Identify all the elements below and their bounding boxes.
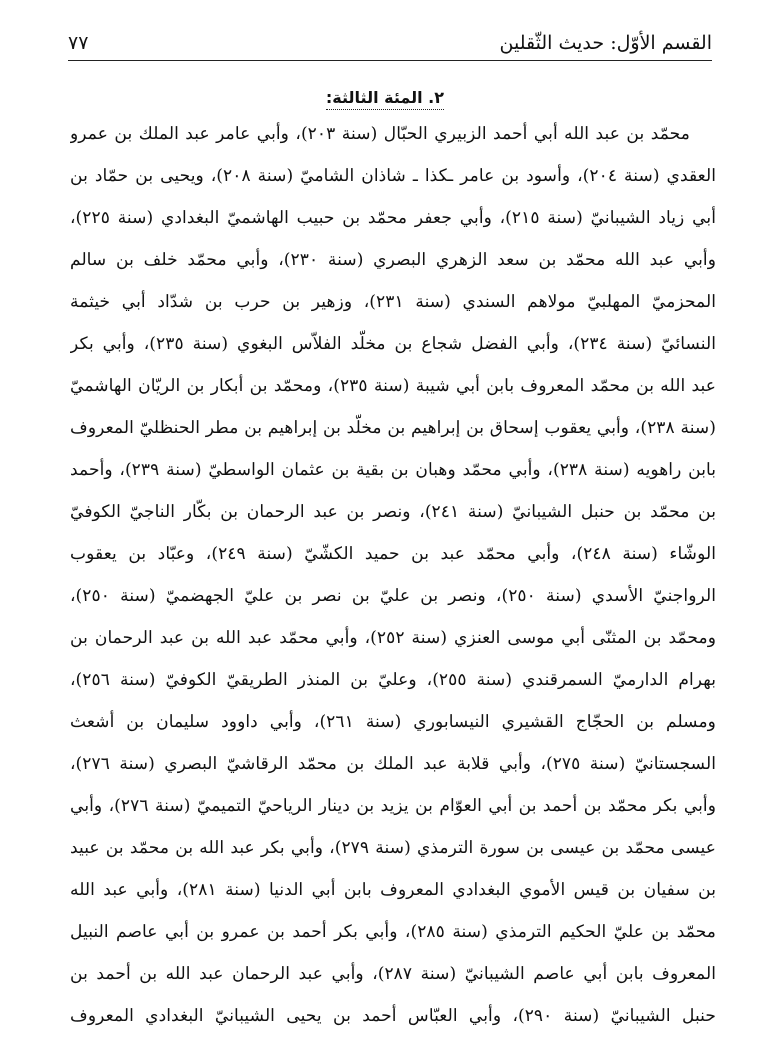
text-line: الوشّاء (سنة ٢٤٨)، وأبي محمّد عبد بن حميد الكشّيّ (سنة ٢٤٩)، وعبّاد بن يعقوب bbox=[70, 544, 716, 564]
text-line: العقدي (سنة ٢٠٤)، وأسود بن عامر ـكذا ـ شاذان الشاميّ (سنة ٢٠٨)، ويحيى بن حمّاد بن bbox=[70, 166, 716, 186]
text-line: السجستانيّ (سنة ٢٧٥)، وأبي قلابة عبد الملك بن محمّد الرقاشيّ البصري (سنة ٢٧٦)، bbox=[70, 754, 716, 774]
text-line: ومحمّد بن المثنّى أبي موسى العنزي (سنة ٢٥٢)، وأبي محمّد عبد الله بن عبد الرحمان بن bbox=[70, 628, 716, 648]
text-line: ومسلم بن الحجّاج القشيري النيسابوري (سنة ٢٦١)، وأبي داوود سليمان بن أشعث bbox=[70, 712, 716, 732]
text-line: (سنة ٢٣٨)، وأبي يعقوب إسحاق بن إبراهيم بن مخلّد بن إبراهيم بن مطر الحنظليّ المعروف bbox=[70, 418, 716, 438]
text-line: أبي زياد الشيبانيّ (سنة ٢١٥)، وأبي جعفر محمّد بن حبيب الهاشميّ البغدادي (سنة ٢٢٥)، bbox=[70, 208, 716, 228]
page-header bbox=[68, 26, 712, 61]
text-line: بن سفيان بن قيس الأموي البغدادي المعروف بابن أبي الدنيا (سنة ٢٨١)، وأبي عبد الله bbox=[70, 880, 716, 900]
text-line: بابن راهويه (سنة ٢٣٨)، وأبي محمّد وهبان بن بقية بن عثمان الواسطيّ (سنة ٢٣٩)، وأحمد bbox=[70, 460, 716, 480]
page-number: ٧٧ bbox=[68, 32, 89, 54]
text-line: عبد الله بن محمّد المعروف بابن أبي شيبة (سنة ٢٣٥)، ومحمّد بن أبكار بن الريّان الهاشميّ bbox=[70, 376, 716, 396]
text-line: وأبي عبد الله محمّد بن سعد الزهري البصري (سنة ٢٣٠)، وأبي محمّد خلف بن سالم bbox=[70, 250, 716, 270]
running-head: القسم الأوّل: حديث الثّقلين bbox=[499, 32, 712, 54]
text-line: النسائيّ (سنة ٢٣٤)، وأبي الفضل شجاع بن مخلّد الفلاّس البغوي (سنة ٢٣٥)، وأبي بكر bbox=[70, 334, 716, 354]
section-heading: ٢. المئة الثالثة: bbox=[326, 88, 444, 110]
text-line: وأبي بكر محمّد بن أحمد بن أبي العوّام بن يزيد بن دينار الرياحيّ التميميّ (سنة ٢٧٦)، وأبي bbox=[70, 796, 716, 816]
text-line: بن محمّد بن حنبل الشيبانيّ (سنة ٢٤١)، ونصر بن عبد الرحمان بن بكّار الناجيّ الكوفيّ bbox=[70, 502, 716, 522]
text-line: محمّد بن عبد الله أبي أحمد الزبيري الحبّال (سنة ٢٠٣)، وأبي عامر عبد الملك بن عمرو bbox=[70, 124, 690, 144]
text-line: المحزميّ المهلبيّ مولاهم السندي (سنة ٢٣١)، وزهير بن حرب بن شدّاد أبي خيثمة bbox=[70, 292, 716, 312]
text-line: المعروف بابن أبي عاصم الشيبانيّ (سنة ٢٨٧)، وأبي عبد الرحمان عبد الله بن أحمد بن bbox=[70, 964, 716, 984]
text-line: عيسى محمّد بن عيسى بن سورة الترمذي (سنة ٢٧٩)، وأبي بكر عبد الله بن محمّد بن عبيد bbox=[70, 838, 716, 858]
text-line: محمّد بن عليّ الحكيم الترمذي (سنة ٢٨٥)، وأبي بكر أحمد بن عمرو بن أبي عاصم النبيل bbox=[70, 922, 716, 942]
text-line: الرواجنيّ الأسدي (سنة ٢٥٠)، ونصر بن عليّ بن نصر بن عليّ الجهضميّ (سنة ٢٥٠)، bbox=[70, 586, 716, 606]
text-line: بهرام الدارميّ السمرقندي (سنة ٢٥٥)، وعليّ بن المنذر الطريقيّ الكوفيّ (سنة ٢٥٦)، bbox=[70, 670, 716, 690]
text-line: حنبل الشيبانيّ (سنة ٢٩٠)، وأبي العبّاس أحمد بن يحيى الشيبانيّ البغدادي المعروف bbox=[70, 1006, 716, 1026]
body-text bbox=[70, 113, 716, 1037]
